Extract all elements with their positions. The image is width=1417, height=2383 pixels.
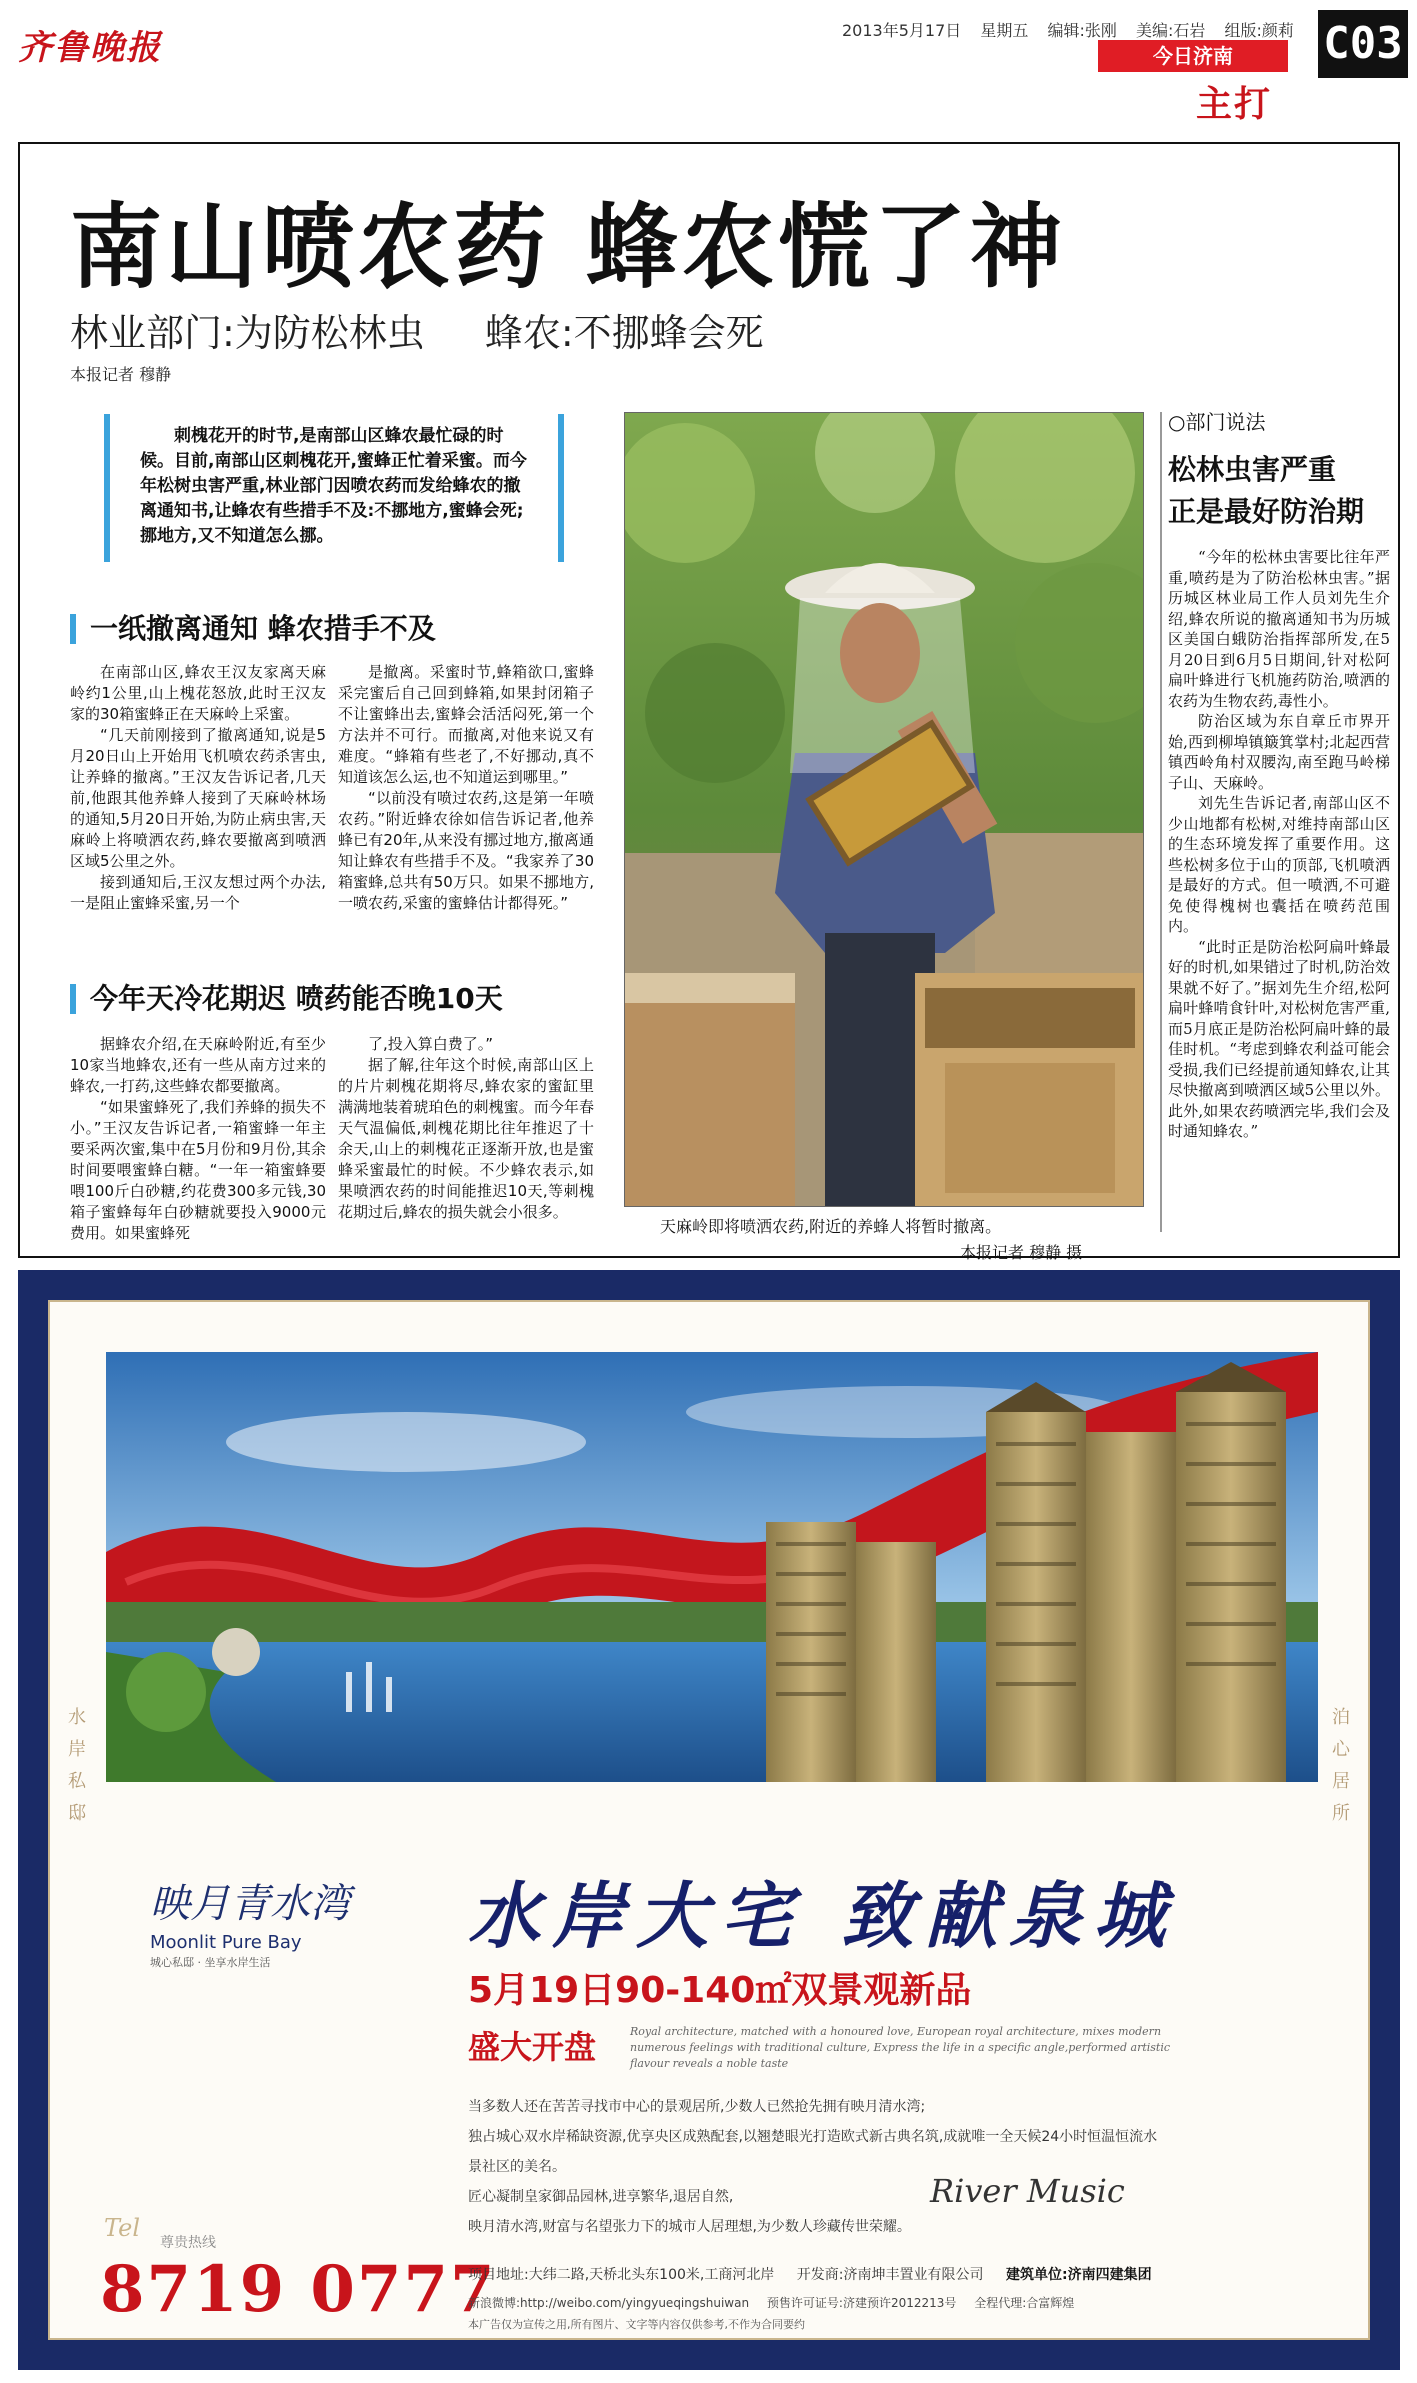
newspaper-logo: 齐鲁晚报 — [18, 28, 162, 68]
photo-caption: 天麻岭即将喷洒农药,附近的养蜂人将暂时撤离。 — [660, 1217, 1002, 1236]
sidebar-tag: ○部门说法 — [1168, 410, 1266, 434]
section2-column-a — [70, 1034, 326, 1244]
paragraph: “以前没有喷过农药,这是第一年喷农药。”附近蜂农徐如信告诉记者,他养蜂已有20年,从来没有挪过地方,撤离通知让蜂农有些措手不及。“我家养了30箱蜜蜂,总共有50万只。如果不挪地方,一喷农药,采蜜的蜜蜂估计都得死。” — [338, 789, 594, 912]
ad-copy-line: 当多数人还在苦苦寻找市中心的景观居所,少数人已然抢先拥有映月清水湾; — [468, 2099, 926, 2115]
ad-side-text-right — [1328, 1702, 1354, 1830]
paragraph: 据了解,往年这个时候,南部山区上的片片刺槐花期将尽,蜂农家的蜜缸里满满地装着琥珀色的刺槐蜜。而今年春天气温偏低,刺槐花期比往年推迟了十余天,山上的刺槐花正逐渐开放,也是蜜蜂采蜜最忙的时候。不少蜂农表示,如果喷洒农药的时间能推迟10天,等刺槐花期过后,蜂农的损失就会小很多。 — [338, 1056, 594, 1221]
section1-column-a — [70, 662, 326, 914]
ad-info-line — [468, 2262, 1152, 2288]
byline: 本报记者 穆静 — [70, 365, 172, 384]
paragraph: 据蜂农介绍,在天麻岭附近,有至少10家当地蜂农,还有一些从南方过来的蜂农,一打药,这些蜂农都要撤离。 — [70, 1035, 326, 1095]
ad-side-char: 泊 — [1332, 1707, 1350, 1728]
paragraph: 接到通知后,王汉友想过两个办法,一是阻止蜜蜂采蜜,另一个 — [70, 873, 326, 912]
art-editor-credit: 美编:石岩 — [1135, 21, 1206, 40]
real-estate-advertisement — [18, 1270, 1400, 2370]
ad-side-text-left — [64, 1702, 90, 1830]
sidebar — [1168, 406, 1390, 1142]
paragraph: 刘先生告诉记者,南部山区不少山地都有松树,对维持南部山区的生态环境发挥了重要作用。这些松树多位于山的顶部,飞机喷洒是最好的方式。但一喷洒,不可避免使得槐树也囊括在喷药范围内。 — [1168, 794, 1390, 935]
ad-signature-logo: River Music — [930, 2172, 1125, 2210]
paragraph: “今年的松林虫害要比往年严重,喷药是为了防治松林虫害。”据历城区林业局工作人员刘先生介绍,蜂农所说的撤离通知书为历城区美国白蛾防治指挥部所发,在5月20日到6月5日期间,针对松阿扁叶蜂进行飞机施药防治,喷洒的农药为生物农药,毒性小。 — [1168, 548, 1390, 710]
paragraph: 了,投入算白费了。” — [368, 1035, 494, 1053]
paragraph: 是撤离。采蜜时节,蜂箱欲口,蜜蜂采完蜜后自己回到蜂箱,如果封闭箱子不让蜜蜂出去,蜜蜂会活活闷死,第一个方法并不可行。而撤离,对他来说又有难度。“蜂箱有些老了,不好挪动,真不知道该怎么运,也不知道运到哪里。” — [338, 663, 594, 786]
ad-body-copy — [468, 2092, 1168, 2242]
paragraph: 防治区域为东自章丘市界开始,西到柳埠镇簸箕掌村;北起西营镇西岭角村双腰沟,南至跑马岭梯子山、天麻岭。 — [1168, 712, 1390, 792]
sidebar-body — [1168, 547, 1390, 1142]
masthead — [0, 0, 1417, 130]
lead-box — [104, 414, 564, 562]
ad-weibo: 新浪微博:http://weibo.com/yingyueqingshuiwan — [468, 2296, 750, 2310]
paragraph: 在南部山区,蜂农王汉友家离天麻岭约1公里,山上槐花怒放,此时王汉友家的30箱蜜蜂正在天麻岭上采蜜。 — [70, 663, 326, 723]
ad-hotline-label: 尊贵热线 — [160, 2235, 216, 2251]
ad-panel — [48, 1300, 1370, 2340]
editor-credit: 编辑:张刚 — [1047, 21, 1117, 40]
page-number: C03 — [1318, 10, 1408, 78]
paragraph: “此时正是防治松阿扁叶蜂最好的时机,如果错过了时机,防治效果就不好了。”据刘先生介绍,松阿扁叶蜂啃食针叶,对松树危害严重,而5月底正是防治松阿扁叶蜂的最佳时机。“考虑到蜂农利益可能会受损,我们已经提前通知蜂农,让其尽快撤离到喷洒区域5公里以外。此外,如果农药喷洒完毕,我们会及时通知蜂农。” — [1168, 937, 1390, 1140]
layout-editor-credit: 组版:颜莉 — [1224, 21, 1294, 40]
section-label: 今日济南 — [1098, 40, 1288, 72]
subheadline — [70, 302, 764, 357]
ad-side-char: 水 — [68, 1707, 86, 1728]
sidebar-title-line1: 松林虫害严重 — [1168, 453, 1337, 486]
paragraph: “如果蜜蜂死了,我们养蜂的损失不小。”王汉友告诉记者,一箱蜜蜂一年主要采两次蜜,集中在5月份和9月份,其余时间要喂蜜蜂白糖。“一年一箱蜜蜂要喂100斤白砂糖,约花费300多元钱,30箱子蜜蜂每年白砂糖就要投入9000元费用。如果蜜蜂死 — [70, 1098, 326, 1242]
section2-heading: 今年天冷花期迟 喷药能否晚10天 — [70, 984, 503, 1014]
ad-presale-license: 预售许可证号:济建预许2012213号 — [766, 2296, 957, 2310]
ad-project-logo-en: Moonlit Pure Bay — [150, 1932, 302, 1953]
paragraph: “几天前刚接到了撤离通知,说是5月20日山上开始用飞机喷农药杀害虫,让养蜂的撤离。”王汉友告诉记者,几天前,他跟其他养蜂人接到了天麻岭林场的通知,5月20日开始,为防止病虫害,天麻岭上将喷洒农药,蜂农要撤离到喷洒区域5公里之外。 — [70, 726, 326, 870]
ad-slogan: 水岸大宅 致献泉城 — [468, 1873, 1178, 1958]
sidebar-divider — [1160, 412, 1162, 1232]
article — [18, 142, 1400, 1262]
ad-english-copy: Royal architecture, matched with a honoured love, European royal architecture, mixes modern numerous feelings with traditional culture, Express the life in a specific angle,performed artistic flavour reveals a noble taste — [630, 2025, 1171, 2070]
ad-builder: 建筑单位:济南四建集团 — [1005, 2267, 1152, 2283]
ad-side-char: 心 — [1332, 1739, 1350, 1760]
section1-heading: 一纸撤离通知 蜂农措手不及 — [70, 614, 436, 644]
ad-project-logo: 映月青水湾 — [150, 1881, 350, 1927]
ad-project-address: 项目地址:大纬二路,天桥北头东100米,工商河北岸 — [468, 2267, 775, 2283]
ad-agent: 全程代理:合富辉煌 — [974, 2296, 1075, 2310]
ad-side-char: 私 — [68, 1771, 86, 1792]
issue-meta — [842, 18, 1308, 41]
headline: 南山喷农药 蜂农慌了神 — [70, 194, 1067, 301]
ad-developer: 开发商:济南坤丰置业有限公司 — [796, 2267, 984, 2283]
section2-column-b — [338, 1034, 594, 1223]
photo-credit: 本报记者 穆静 摄 — [960, 1243, 1083, 1262]
ad-disclaimer: 本广告仅为宣传之用,所有图片、文字等内容仅供参考,不作为合同要约 — [468, 2318, 805, 2331]
section1-column-b — [338, 662, 594, 914]
issue-date: 2013年5月17日 — [842, 21, 962, 40]
ad-copy-line: 独占城心双水岸稀缺资源,优享央区成熟配套,以翘楚眼光打造欧式新古典名筑,成就唯一全天候24小时恒温恒流水景社区的美名。 — [468, 2129, 1158, 2175]
ad-opening: 盛大开盘 — [468, 2028, 597, 2066]
subhead-right: 蜂农:不挪蜂会死 — [484, 311, 764, 355]
ad-tel-script: Tel — [104, 2214, 141, 2242]
ad-side-char: 居 — [1332, 1771, 1350, 1792]
ad-info-line-2 — [468, 2294, 1088, 2311]
sidebar-title — [1168, 449, 1390, 533]
ad-copy-line: 映月清水湾,财富与名望张力下的城市人居理想,为少数人珍藏传世荣耀。 — [468, 2219, 911, 2235]
subsection-label: 主打 — [1196, 84, 1273, 125]
issue-weekday: 星期五 — [980, 21, 1029, 40]
ad-project-tagline: 城心私邸 · 坐享水岸生活 — [150, 1956, 271, 1969]
subhead-left: 林业部门:为防松林虫 — [70, 311, 425, 355]
ad-phone-number: 8719 0777 — [100, 2252, 497, 2327]
ad-launch-date: 5月19日90-140㎡双景观新品 — [468, 1970, 972, 2011]
lead-paragraph: 刺槐花开的时节,是南部山区蜂农最忙碌的时候。目前,南部山区刺槐花开,蜜蜂正忙着采蜜。而今年松树虫害严重,林业部门因喷农药而发给蜂农的撤离通知书,让蜂农有些措手不及:不挪地方,蜜蜂会死;挪地方,又不知道怎么挪。 — [140, 426, 527, 546]
ad-side-char: 邸 — [68, 1803, 86, 1824]
beekeeper-photo — [624, 412, 1144, 1207]
ad-side-char: 所 — [1332, 1803, 1350, 1824]
sidebar-title-line2: 正是最好防治期 — [1168, 495, 1365, 528]
ad-side-char: 岸 — [68, 1739, 86, 1760]
ad-copy-line: 匠心凝制皇家御品园林,进享繁华,退居自然, — [468, 2189, 734, 2205]
ad-hero-image — [106, 1352, 1318, 1782]
